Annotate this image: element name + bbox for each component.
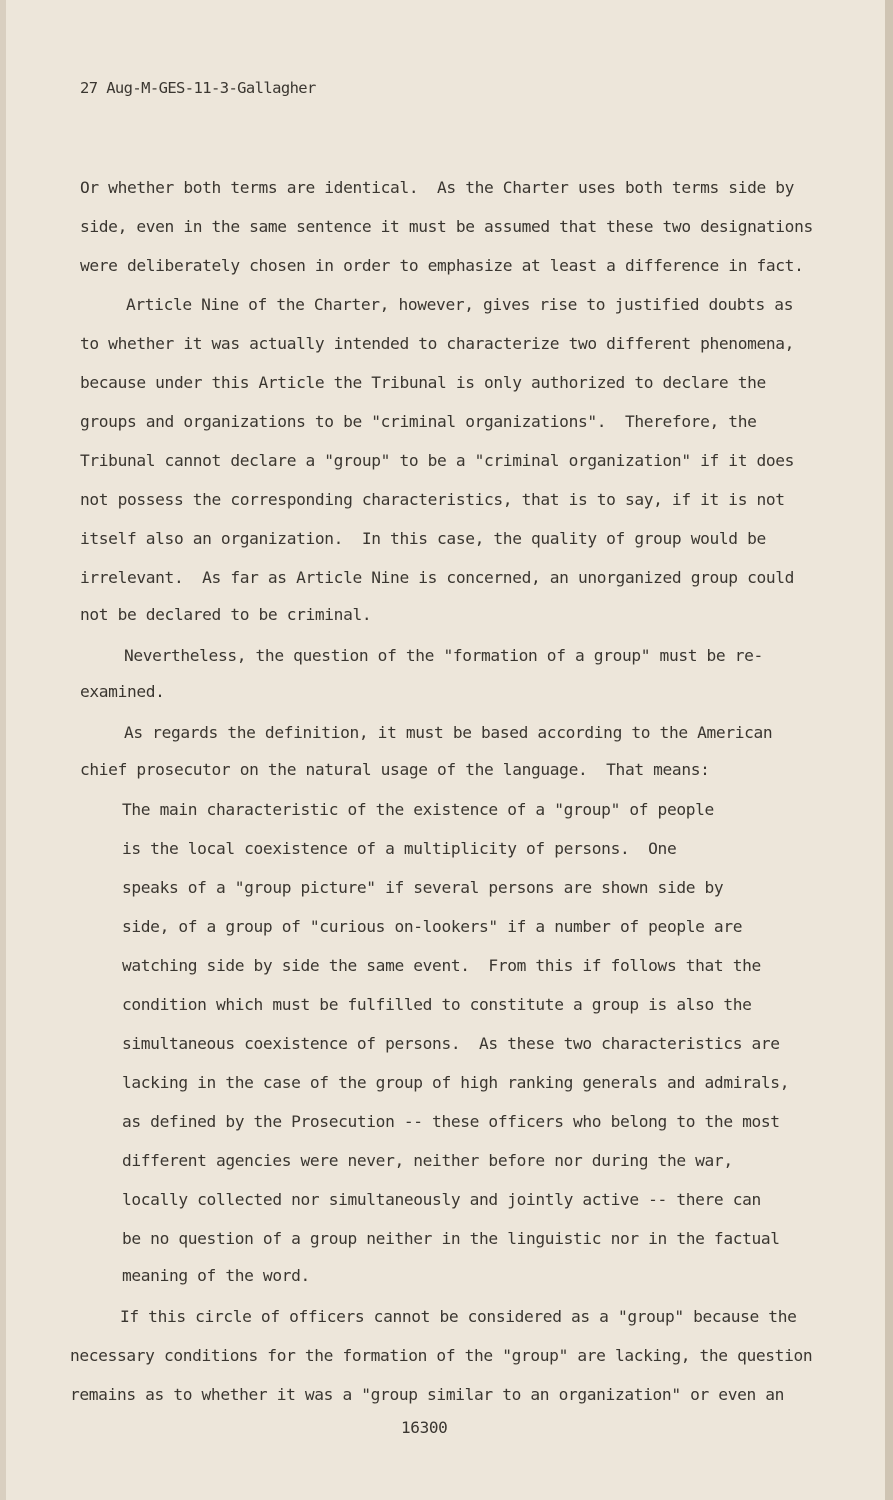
text-line: If this circle of officers cannot be considered as a "group" because the <box>120 1307 797 1326</box>
text-line: Article Nine of the Charter, however, gives rise to justified doubts as <box>126 295 794 314</box>
page-number: 16300 <box>401 1418 448 1437</box>
text-line: remains as to whether it was a "group similar to an organization" or even an <box>70 1385 785 1404</box>
quoted-text-line: different agencies were never, neither before nor during the war, <box>122 1151 733 1170</box>
text-line: groups and organizations to be "criminal organizations". Therefore, the <box>80 412 757 431</box>
quoted-text-line: as defined by the Prosecution -- these officers who belong to the most <box>122 1112 780 1131</box>
text-line: Nevertheless, the question of the "formation of a group" must be re- <box>124 646 763 665</box>
text-line: because under this Article the Tribunal is only authorized to declare the <box>80 373 766 392</box>
quoted-text-line: condition which must be fulfilled to constitute a group is also the <box>122 995 752 1014</box>
text-line: side, even in the same sentence it must be assumed that these two designations <box>80 217 813 236</box>
document-header: 27 Aug-M-GES-11-3-Gallagher <box>80 79 316 97</box>
text-line: not possess the corresponding characteristics, that is to say, if it is not <box>80 490 785 509</box>
text-line: were deliberately chosen in order to emphasize at least a difference in fact. <box>80 256 804 275</box>
text-line: itself also an organization. In this case, the quality of group would be <box>80 529 766 548</box>
text-line: irrelevant. As far as Article Nine is concerned, an unorganized group could <box>80 568 795 587</box>
quoted-text-line: The main characteristic of the existence of a "group" of people <box>122 800 714 819</box>
text-line: Or whether both terms are identical. As the Charter uses both terms side by <box>80 178 795 197</box>
text-line: not be declared to be criminal. <box>80 605 372 624</box>
quoted-text-line: lacking in the case of the group of high ranking generals and admirals, <box>122 1073 790 1092</box>
quoted-text-line: be no question of a group neither in the linguistic nor in the factual <box>122 1229 780 1248</box>
quoted-text-line: simultaneous coexistence of persons. As these two characteristics are <box>122 1034 780 1053</box>
quoted-text-line: speaks of a "group picture" if several persons are shown side by <box>122 878 724 897</box>
quoted-text-line: is the local coexistence of a multiplicity of persons. One <box>122 839 677 858</box>
text-line: examined. <box>80 682 165 701</box>
quoted-text-line: side, of a group of "curious on-lookers" if a number of people are <box>122 917 743 936</box>
quoted-text-line: watching side by side the same event. From this if follows that the <box>122 956 761 975</box>
quoted-text-line: meaning of the word. <box>122 1266 310 1285</box>
quoted-text-line: locally collected nor simultaneously and jointly active -- there can <box>122 1190 761 1209</box>
text-line: necessary conditions for the formation of the "group" are lacking, the question <box>70 1346 813 1365</box>
text-line: Tribunal cannot declare a "group" to be a "criminal organization" if it does <box>80 451 795 470</box>
text-line: As regards the definition, it must be based according to the American <box>124 723 773 742</box>
text-line: chief prosecutor on the natural usage of the language. That means: <box>80 760 710 779</box>
text-line: to whether it was actually intended to characterize two different phenomena, <box>80 334 795 353</box>
